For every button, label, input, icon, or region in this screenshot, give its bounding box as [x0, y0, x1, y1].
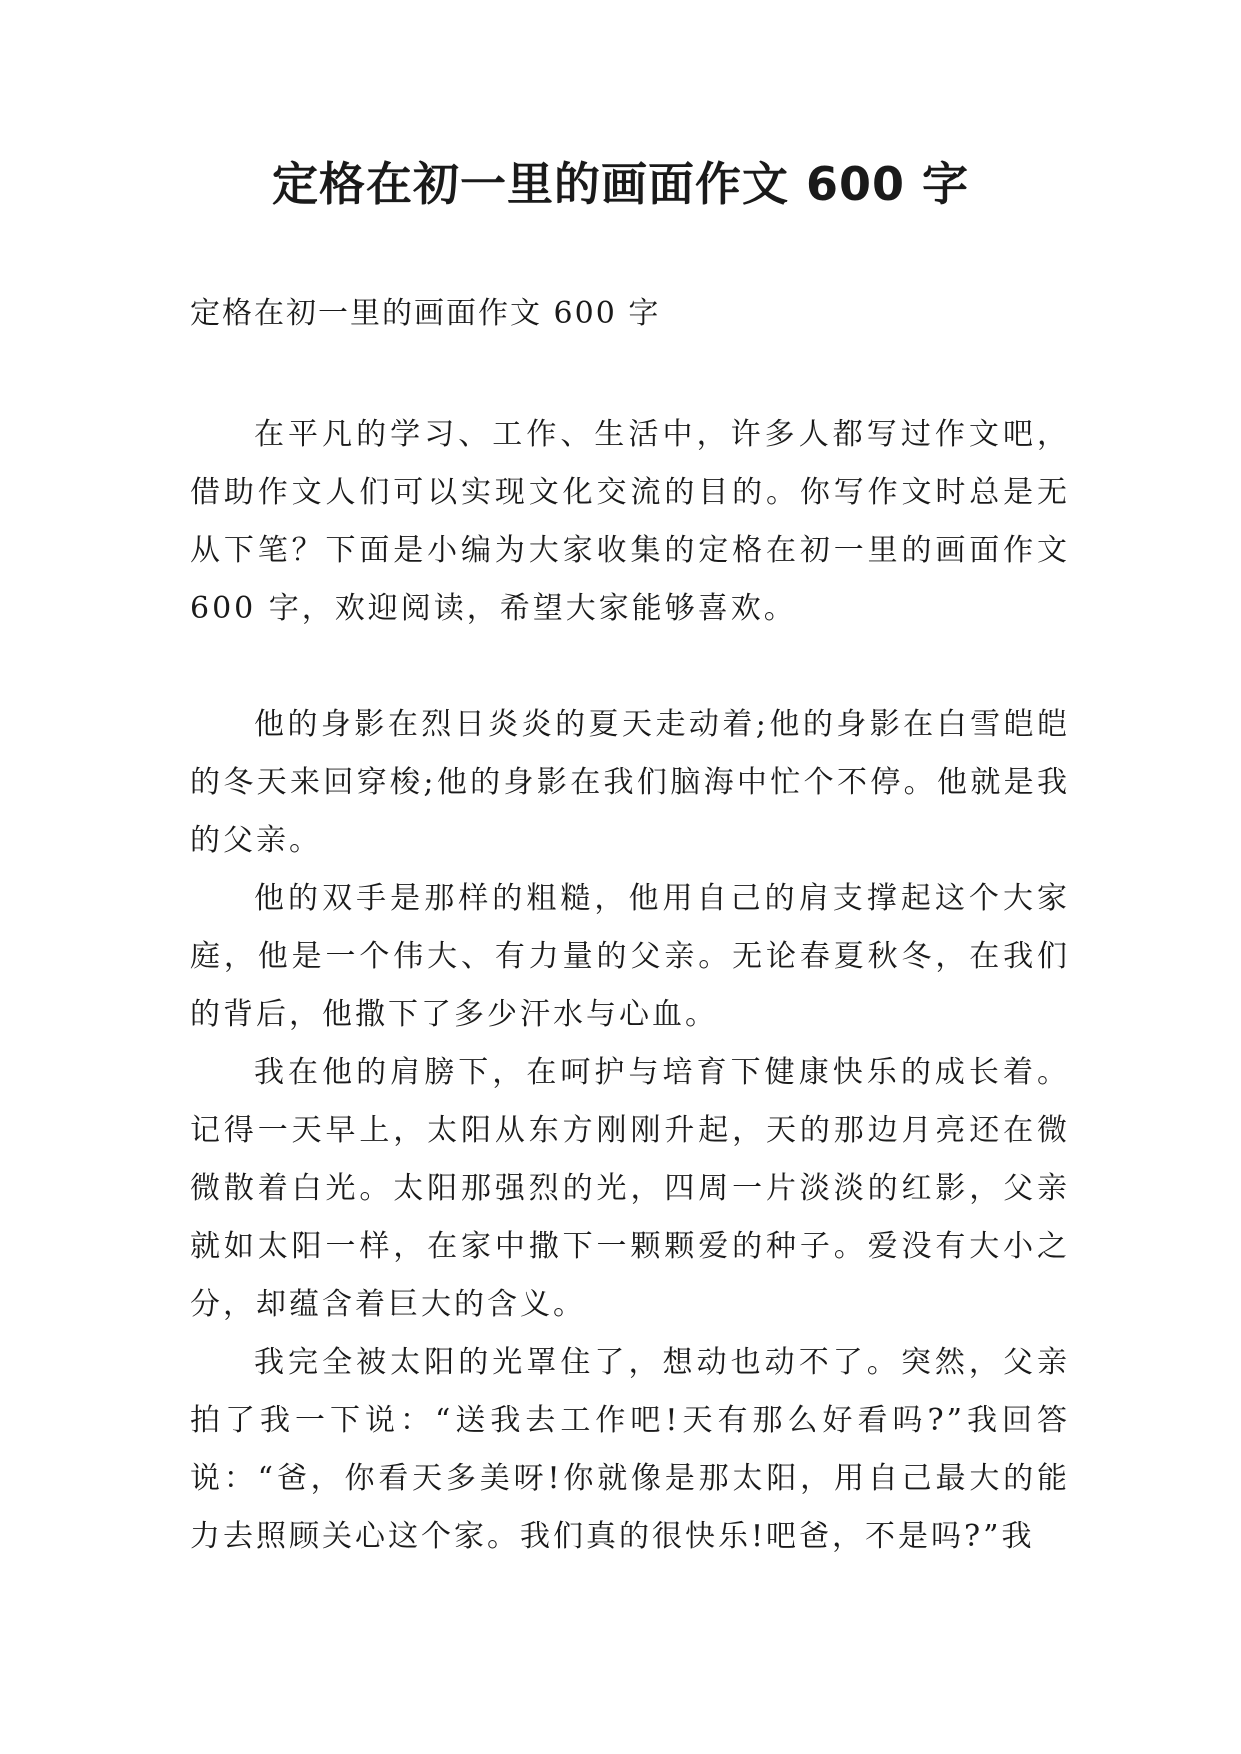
document-body: [190, 406, 1070, 1566]
body-paragraph: 他的身影在烈日炎炎的夏天走动着;他的身影在白雪皑皑的冬天来回穿梭;他的身影在我们脑海中忙个不停。他就是我的父亲。: [190, 707, 1070, 858]
body-paragraph: 我完全被太阳的光罩住了，想动也动不了。突然，父亲拍了我一下说：“送我去工作吧!天有那么好看吗?”我回答说：“爸，你看天多美呀!你就像是那太阳，用自己最大的能力去照顾关心这个家。我们真的很快乐!吧爸，不是吗?”我: [190, 1345, 1070, 1554]
intro-paragraph: 在平凡的学习、工作、生活中，许多人都写过作文吧，借助作文人们可以实现文化交流的目的。你写作文时总是无从下笔？下面是小编为大家收集的定格在初一里的画面作文 600 字，欢迎阅读，希望大家能够喜欢。: [190, 417, 1070, 626]
document-subtitle: 定格在初一里的画面作文 600 字: [190, 296, 661, 331]
body-paragraph: 我在他的肩膀下，在呵护与培育下健康快乐的成长着。记得一天早上，太阳从东方刚刚升起，天的那边月亮还在微微散着白光。太阳那强烈的光，四周一片淡淡的红影，父亲就如太阳一样，在家中撒下一颗颗爱的种子。爱没有大小之分，却蕴含着巨大的含义。: [190, 1055, 1070, 1322]
document-title: 定格在初一里的画面作文 600 字: [271, 157, 970, 211]
body-paragraph: 他的双手是那样的粗糙，他用自己的肩支撑起这个大家庭，他是一个伟大、有力量的父亲。无论春夏秋冬，在我们的背后，他撒下了多少汗水与心血。: [190, 881, 1070, 1032]
